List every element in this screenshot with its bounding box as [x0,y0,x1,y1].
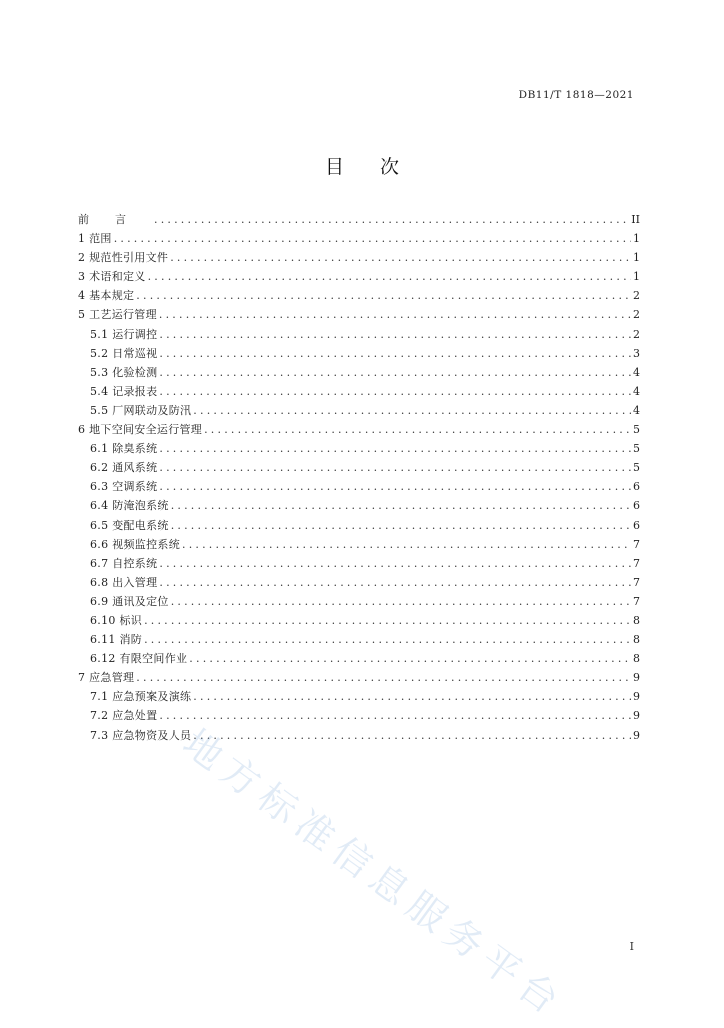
toc-entry-page: 2 [633,308,640,322]
toc-entry-page: 4 [633,403,640,417]
toc-entry[interactable] [78,439,640,458]
toc-entry-label: 5.5 厂网联动及防汛 [90,403,192,417]
toc-leader-dots [204,420,631,439]
toc-leader-dots [193,401,631,420]
toc-entry-page: 4 [633,365,640,379]
toc-entry-page: 1 [633,251,640,265]
toc-leader-dots [148,267,631,286]
toc-entry-page: 6 [633,480,640,494]
toc-entry-page: 9 [633,671,640,685]
toc-title: 目次 [324,156,435,178]
toc-entry-label: 6.1 除臭系统 [90,442,158,456]
toc-leader-dots [171,496,631,515]
toc-entry-label: 5.1 运行调控 [90,327,158,341]
toc-leader-dots [159,325,631,344]
toc-entry-label: 6.8 出入管理 [90,575,158,589]
toc-entry-page: 5 [633,442,640,456]
toc-leader-dots [159,477,631,496]
toc-entry-label: 7.1 应急预案及演练 [90,690,192,704]
toc-leader-dots [193,726,631,745]
watermark: 地方标准信息服务平台 [175,720,574,1027]
toc-entry-page: 6 [633,518,640,532]
toc-entry-label: 6.7 自控系统 [90,556,158,570]
toc-entry[interactable] [78,267,640,286]
toc-leader-dots [159,363,631,382]
toc-entry-page: 7 [633,575,640,589]
toc-leader-dots [159,554,631,573]
toc-entry[interactable] [78,687,640,706]
toc-entry[interactable] [78,382,640,401]
toc-leader-dots [136,286,631,305]
toc-entry[interactable] [78,611,640,630]
toc-leader-dots [159,573,631,592]
toc-leader-dots [182,535,631,554]
toc-entry-page: 7 [633,537,640,551]
toc-entry[interactable] [78,305,640,324]
toc-entry-page: 9 [633,728,640,742]
toc-entry-label: 前言 [78,213,152,226]
toc-entry-page: 9 [633,690,640,704]
toc-leader-dots [159,458,631,477]
toc-entry-label: 5.4 记录报表 [90,384,158,398]
toc-entry[interactable] [78,477,640,496]
standard-code: DB11/T 1818—2021 [518,89,634,101]
toc-entry-label: 2 规范性引用文件 [78,251,169,265]
toc-leader-dots [114,229,631,248]
toc-leader-dots [193,687,631,706]
toc-entry-label: 6.3 空调系统 [90,480,158,494]
toc-entry-label: 7.2 应急处置 [90,709,158,723]
toc-leader-dots [159,305,631,324]
toc-entry-page: 8 [633,633,640,647]
toc-leader-dots [159,439,631,458]
toc-leader-dots [170,248,631,267]
toc-list [78,210,640,745]
toc-entry-page: 2 [633,327,640,341]
toc-entry-label: 6.6 视频监控系统 [90,537,180,551]
toc-entry[interactable] [78,535,640,554]
toc-entry[interactable] [78,592,640,611]
page-number: I [629,940,634,953]
toc-entry-label: 6 地下空间安全运行管理 [78,423,203,437]
toc-leader-dots [144,630,631,649]
toc-entry-page: 7 [633,594,640,608]
toc-entry-label: 6.10 标识 [90,613,143,627]
toc-entry-label: 6.2 通风系统 [90,461,158,475]
toc-entry[interactable] [78,363,640,382]
toc-entry-label: 6.12 有限空间作业 [90,652,188,666]
toc-leader-dots [171,516,631,535]
toc-entry[interactable] [78,458,640,477]
toc-entry-page: 4 [633,384,640,398]
toc-leader-dots [159,344,631,363]
toc-entry-label: 1 范围 [78,232,112,246]
toc-entry-label: 7.3 应急物资及人员 [90,728,192,742]
toc-entry-page: 3 [633,346,640,360]
toc-leader-dots [159,382,631,401]
toc-entry-label: 5.3 化验检测 [90,365,158,379]
toc-entry-label: 6.9 通讯及定位 [90,594,169,608]
toc-entry[interactable] [78,726,640,745]
toc-entry-page: 8 [633,652,640,666]
toc-leader-dots [171,592,631,611]
toc-entry[interactable] [78,248,640,267]
toc-entry-label: 5.2 日常巡视 [90,346,158,360]
toc-leader-dots [189,649,631,668]
toc-entry[interactable] [78,325,640,344]
toc-entry[interactable] [78,229,640,248]
toc-entry[interactable] [78,630,640,649]
toc-entry[interactable] [78,210,640,229]
toc-entry-page: 7 [633,556,640,570]
toc-entry[interactable] [78,516,640,535]
toc-entry[interactable] [78,401,640,420]
toc-entry-label: 4 基本规定 [78,289,135,303]
toc-entry-page: 1 [633,232,640,246]
toc-entry-label: 5 工艺运行管理 [78,308,157,322]
toc-entry-page: II [631,213,640,226]
toc-entry-page: 2 [633,289,640,303]
toc-entry-label: 6.5 变配电系统 [90,518,169,532]
toc-entry[interactable] [78,706,640,725]
toc-entry[interactable] [78,496,640,515]
toc-leader-dots [136,668,631,687]
toc-entry-page: 1 [633,270,640,284]
toc-leader-dots [154,210,629,229]
toc-entry-label: 6.11 消防 [90,633,143,647]
toc-entry[interactable] [78,649,640,668]
toc-leader-dots [144,611,631,630]
toc-entry-label: 7 应急管理 [78,671,135,685]
toc-entry[interactable] [78,286,640,305]
toc-entry-label: 6.4 防淹泡系统 [90,499,169,513]
toc-entry-page: 6 [633,499,640,513]
toc-leader-dots [159,706,631,725]
toc-entry[interactable] [78,344,640,363]
toc-entry[interactable] [78,420,640,439]
toc-entry-page: 5 [633,423,640,437]
toc-entry-page: 9 [633,709,640,723]
toc-entry[interactable] [78,554,640,573]
toc-entry[interactable] [78,573,640,592]
toc-entry-label: 3 术语和定义 [78,270,146,284]
toc-entry-page: 8 [633,613,640,627]
toc-entry[interactable] [78,668,640,687]
toc-entry-page: 5 [633,461,640,475]
